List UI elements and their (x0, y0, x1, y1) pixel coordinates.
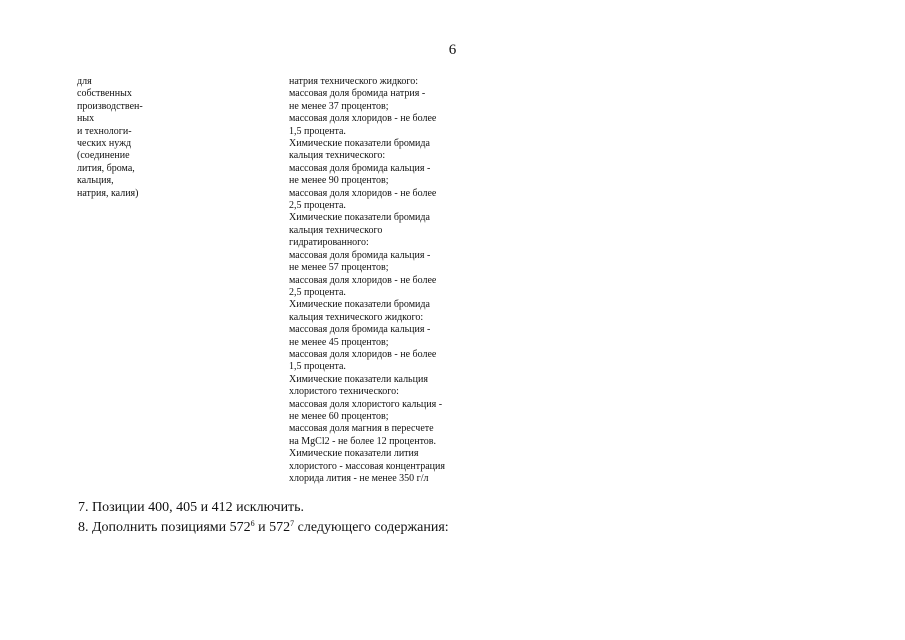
paragraph-7: 7. Позиции 400, 405 и 412 исключить. (78, 500, 305, 515)
text-line: массовая доля бромида кальция - (289, 162, 431, 174)
text-line: не менее 45 процентов; (289, 336, 389, 348)
paragraph-8 (78, 520, 449, 536)
paragraph-8-text-start: 8. Дополнить позициями 572 (78, 520, 251, 535)
text-line: Химические показатели бромида (289, 138, 430, 150)
text-line: лития, брома, (77, 162, 135, 174)
text-line: кальция технического: (289, 150, 386, 162)
text-line: массовая доля бромида натрия - (289, 88, 426, 100)
text-line: на MgCl2 - не более 12 процентов. (289, 435, 437, 447)
superscript-7: 7 (290, 519, 295, 528)
text-line: Химические показатели бромида (289, 299, 430, 311)
text-line: Химические показатели кальция (289, 373, 428, 385)
text-line: ческих нужд (77, 138, 132, 150)
paragraph-8-text-middle: и 572 (254, 520, 291, 535)
text-line: производствен- (77, 100, 143, 112)
text-line: массовая доля хлористого кальция - (289, 398, 443, 410)
right-column-text (289, 76, 479, 485)
text-line: хлористого технического: (289, 386, 399, 398)
text-line: и технологи- (77, 125, 132, 137)
text-line: не менее 90 процентов; (289, 175, 389, 187)
text-line: Химические показатели лития (289, 448, 419, 460)
text-line: ных (77, 113, 95, 125)
text-line: для (77, 76, 92, 87)
text-line: собственных (77, 88, 132, 100)
text-line: кальция технического (289, 224, 383, 236)
text-line: натрия, калия) (77, 187, 139, 199)
text-line: хлорида лития - не менее 350 г/л (289, 473, 429, 484)
text-line: (соединение (77, 150, 130, 162)
text-line: массовая доля хлоридов - не более (289, 113, 437, 125)
text-line: массовая доля хлоридов - не более (289, 187, 437, 199)
text-line: массовая доля бромида кальция - (289, 324, 431, 336)
text-line: 1,5 процента. (289, 125, 346, 137)
text-line: Химические показатели бромида (289, 212, 430, 224)
text-line: 1,5 процента. (289, 361, 346, 373)
text-line: массовая доля хлоридов - не более (289, 348, 437, 360)
paragraph-8-text-end: следующего содержания: (294, 520, 449, 535)
text-line: массовая доля бромида кальция - (289, 249, 431, 261)
text-line: не менее 60 процентов; (289, 410, 389, 422)
text-line: кальция, (77, 175, 114, 187)
text-line: массовая доля хлоридов - не более (289, 274, 437, 286)
text-line: кальция технического жидкого: (289, 311, 424, 323)
text-line: массовая доля магния в пересчете (289, 423, 434, 435)
superscript-6: 6 (250, 519, 255, 528)
text-line: 2,5 процента. (289, 200, 346, 212)
text-line: не менее 37 процентов; (289, 100, 389, 112)
text-line: не менее 57 процентов; (289, 262, 389, 274)
text-line: 2,5 процента. (289, 286, 346, 298)
text-line: гидратированного: (289, 237, 369, 249)
page-number: 6 (448, 42, 457, 58)
text-line: хлористого - массовая концентрация (289, 460, 445, 472)
left-column-text (77, 76, 197, 200)
text-line: натрия технического жидкого: (289, 76, 419, 87)
